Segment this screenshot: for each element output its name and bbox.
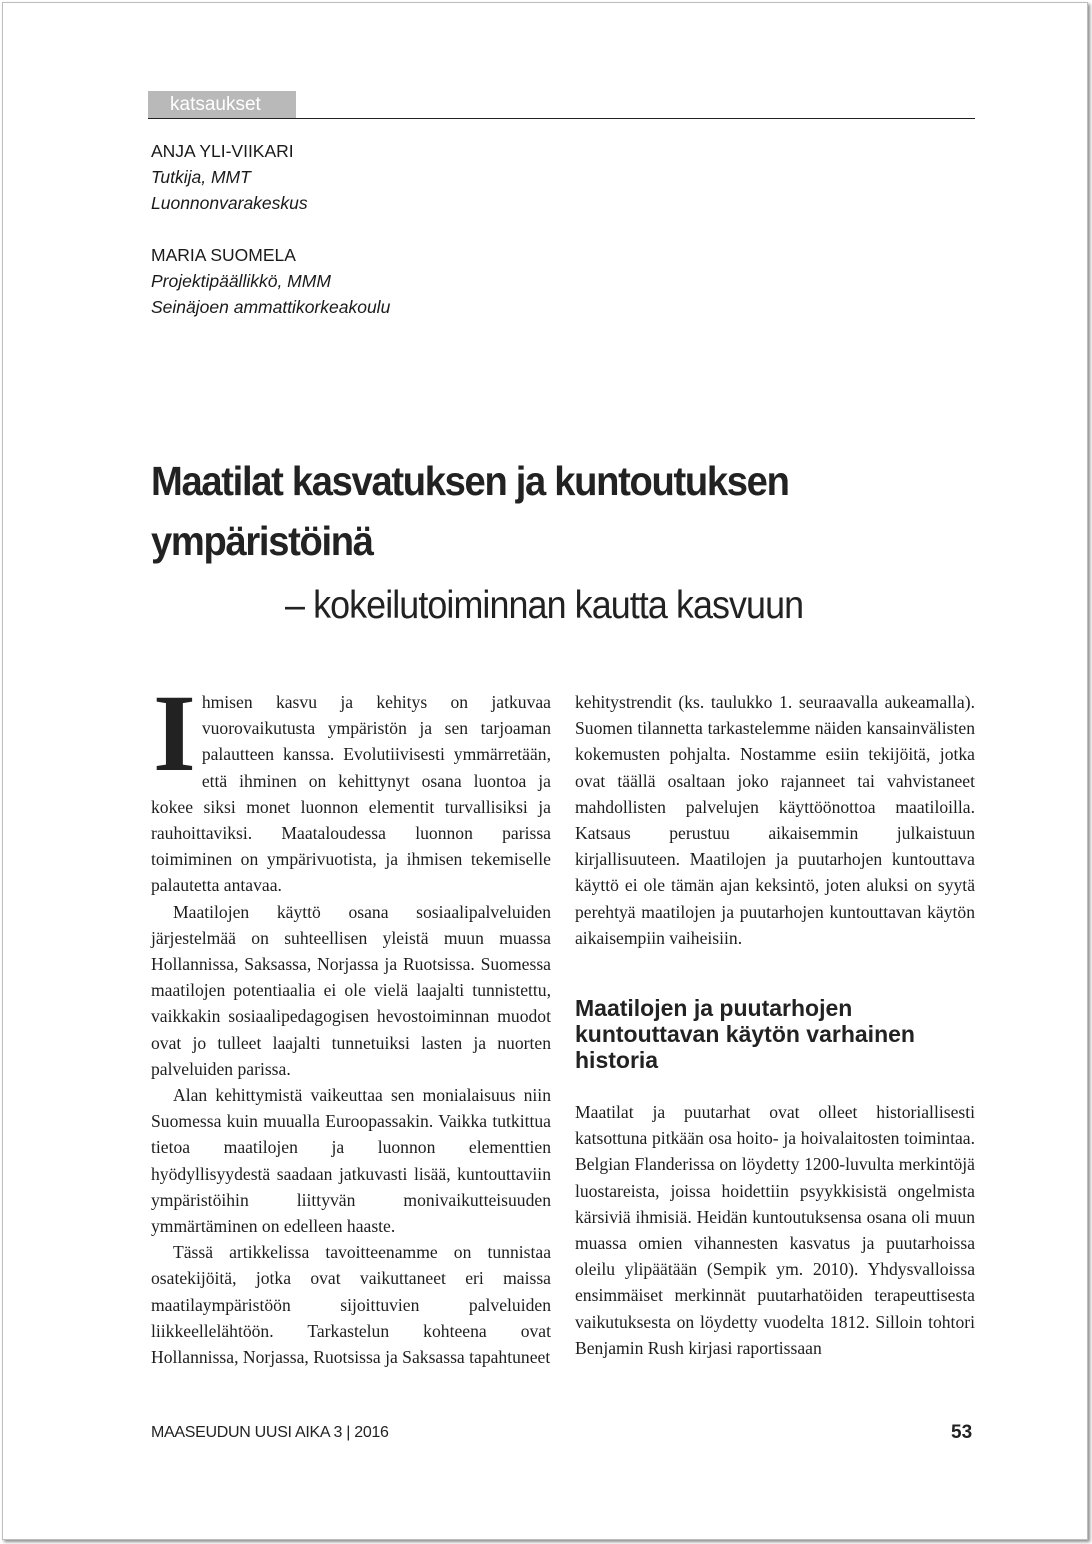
- paragraph-text: hmisen kasvu ja kehitys on jatkuvaa vuorovaikutusta ympäristön ja sen tarjoaman palautteen kanssa. Evolutiivisesti ymmärretään, että ihminen on kehittynyt osana luontoa ja kokee siksi monet luonnon elementit turvallisiksi ja rauhoittaviksi. Maataloudessa luonnon parissa toimiminen on ympärivuotista, ja ihmisen tekemiselle palautetta antavaa.: [151, 692, 551, 896]
- author-name: ANJA YLI-VIIKARI: [151, 141, 294, 161]
- author-block-2: [151, 242, 390, 320]
- author-block-1: [151, 138, 308, 216]
- magazine-page: [2, 2, 1088, 1540]
- paragraph: Alan kehittymistä vaikeuttaa sen monialaisuus niin Suomessa kuin muualla Euroopassakin. Vaikka tutkittua tietoa maatilojen ja luonnon elementtien hyödyllisyydestä saadaan jatkuvasti lisää, kuntouttaviin ympäristöihin liittyvän monivaikutteisuuden ymmärtäminen on edelleen haaste.: [151, 1085, 551, 1237]
- article-subtitle: – kokeilutoiminnan kautta kasvuun: [285, 584, 804, 627]
- title-line-2: ympäristöinä: [151, 518, 373, 564]
- right-column: [575, 689, 975, 1361]
- journal-footer: MAASEUDUN UUSI AIKA 3 | 2016: [151, 1424, 389, 1441]
- section-tag: katsaukset: [148, 91, 296, 118]
- author-role: Tutkija, MMT: [151, 167, 251, 187]
- article-title: [151, 451, 789, 571]
- paragraph: Tässä artikkelissa tavoitteenamme on tunnistaa osatekijöitä, jotka ovat vaikuttaneet eri maissa maatilaympäristöön sijoittuvien palveluiden liikkeellelähtöön. Tarkastelun kohteena ovat Hollannissa, Norjassa, Ruotsissa ja Saksassa tapahtuneet: [151, 1242, 551, 1368]
- header-rule: [148, 118, 975, 119]
- paragraph: [151, 672, 551, 899]
- author-organization: Seinäjoen ammattikorkeakoulu: [151, 297, 391, 317]
- paragraph: kehitystrendit (ks. taulukko 1. seuraavalla aukeamalla). Suomen tilannetta tarkastelemme näiden kansainvälisten kokemusten pohjalta. Nostamme esiin tekijöitä, jotka ovat täällä osaltaan joko rajanneet tai vahvistaneet mahdollisten palvelujen käyttöönottoa maatiloilla. Katsaus perustuu aikaisemmin julkaistuun kirjallisuuteen. Maatilojen ja puutarhojen kuntouttava käyttö ei ole tämän ajan keksintö, joten aluksi on syytä perehtyä maatilojen ja puutarhojen kuntouttavan käytön aikaisempiin vaiheisiin.: [575, 692, 975, 948]
- drop-cap: I: [153, 672, 196, 794]
- author-organization: Luonnonvarakeskus: [151, 193, 308, 213]
- page-number: 53: [951, 1422, 973, 1443]
- title-line-1: Maatilat kasvatuksen ja kuntoutuksen: [151, 458, 789, 504]
- author-name: MARIA SUOMELA: [151, 245, 296, 265]
- left-column: [151, 672, 551, 1370]
- author-role: Projektipäällikkö, MMM: [151, 271, 331, 291]
- paragraph: Maatilojen käyttö osana sosiaalipalveluiden järjestelmää on suhteellisen yleistä muun muassa Hollannissa, Saksassa, Norjassa ja Ruotsissa. Suomessa maatilojen potentiaalia ei ole vielä laajalti tunnistettu, vaikkakin sosiaalipedagogisen hevostoiminnan muodot ovat jo tulleet laajalti tunnetuiksi lasten ja nuorten palveluiden parissa.: [151, 901, 551, 1079]
- paragraph: Maatilat ja puutarhat ovat olleet historiallisesti katsottuna pitkään osa hoito- ja hoivalaitosten toimintaa. Belgian Flanderissa on löydetty 1200-luvulta merkintöjä luostareista, joissa hoidettiin psyykkisistä ongelmista kärsiviä ihmisiä. Heidän kuntoutuksensa osana oli muun muassa omien vihannesten kasvatus ja puutarhoissa oleilu ylipäätään (Sempik ym. 2010). Yhdysvalloissa ensimmäiset merkinnät puutarhatöiden terapeuttisesta vaikutuksesta on löydetty vuodelta 1812. Silloin tohtori Benjamin Rush kirjasi raportissaan: [575, 1102, 975, 1358]
- section-heading: Maatilojen ja puutarhojen kuntouttavan käytön varhainen historia: [575, 995, 915, 1074]
